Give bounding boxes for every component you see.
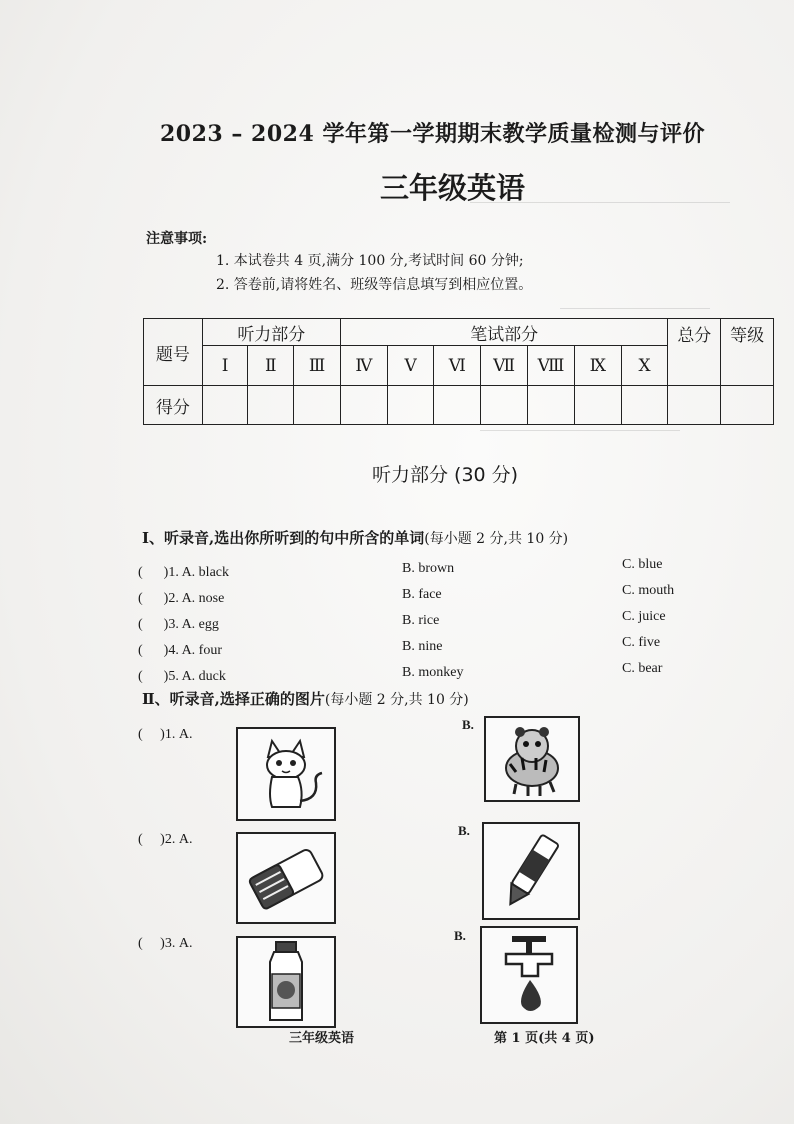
item-number: 2.	[168, 591, 179, 606]
question-1-points: (每小题 2 分,共 10 分)	[424, 531, 569, 547]
answer-blank[interactable]: ( )	[138, 591, 169, 606]
grade-cell[interactable]	[721, 386, 774, 425]
note-item: 2. 答卷前,请将姓名、班级等信息填写到相应位置。	[216, 277, 533, 293]
eraser-icon	[238, 834, 334, 922]
cat-picture[interactable]	[236, 727, 336, 821]
numeral-cell: Ⅰ	[202, 346, 248, 386]
numeral-cell: Ⅸ	[574, 346, 621, 386]
q2-item-1: ( )1. A.	[138, 727, 193, 742]
bottle-icon	[238, 938, 334, 1026]
question-2-instruction: Ⅱ、听录音,选择正确的图片	[142, 690, 325, 708]
score-cell[interactable]	[481, 386, 528, 425]
item-number: 5.	[168, 669, 179, 684]
question-1-instruction: Ⅰ、听录音,选出你所听到的句中所含的单词	[142, 529, 425, 547]
written-group-header: 笔试部分	[340, 319, 668, 346]
crayon-picture[interactable]	[482, 822, 580, 920]
tiger-icon	[486, 718, 578, 800]
exam-subtitle: 三年级英语	[380, 171, 526, 205]
score-cell[interactable]	[434, 386, 481, 425]
crayon-icon	[484, 824, 578, 918]
q1-item-5	[138, 669, 226, 685]
option-b: B. brown	[402, 561, 455, 576]
numeral-cell: Ⅱ	[248, 346, 294, 386]
grade-header: 等级	[721, 319, 774, 386]
row-label-number: 题号	[144, 319, 203, 386]
option-a: A. nose	[181, 591, 225, 606]
question-2-heading	[142, 688, 469, 709]
q1-item-4	[138, 643, 222, 659]
numeral-cell: Ⅶ	[481, 346, 528, 386]
tiger-picture[interactable]	[484, 716, 580, 802]
answer-blank[interactable]: ( )	[138, 643, 169, 658]
option-a: A. four	[181, 643, 222, 658]
score-cell[interactable]	[528, 386, 575, 425]
footer-subject: 三年级英语	[289, 1031, 355, 1046]
option-a: A. duck	[181, 669, 226, 684]
item-number: 1.	[164, 727, 176, 742]
score-cell[interactable]	[248, 386, 294, 425]
numeral-cell: Ⅴ	[387, 346, 434, 386]
option-b: B. monkey	[402, 665, 464, 680]
option-a: A. egg	[181, 617, 219, 632]
option-b: B. face	[402, 587, 442, 602]
footer-page-number: 第 1 页(共 4 页)	[494, 1031, 595, 1046]
answer-blank[interactable]: ( )	[138, 565, 169, 580]
numeral-cell: Ⅹ	[621, 346, 668, 386]
option-c: C. five	[622, 635, 661, 650]
option-c: C. bear	[622, 661, 663, 676]
option-b: B. rice	[402, 613, 440, 628]
tap-icon	[482, 928, 576, 1022]
question-1-heading	[142, 527, 568, 548]
option-b: B. nine	[402, 639, 443, 654]
total-header: 总分	[668, 319, 721, 386]
numeral-cell: Ⅲ	[294, 346, 341, 386]
bleed-through-mark	[480, 430, 680, 432]
q1-item-1	[138, 565, 229, 581]
score-cell[interactable]	[202, 386, 248, 425]
milk-bottle-picture[interactable]	[236, 936, 336, 1028]
total-score-cell[interactable]	[668, 386, 721, 425]
option-label: A.	[178, 832, 193, 847]
option-c: C. juice	[622, 609, 666, 624]
listening-group-header: 听力部分	[202, 319, 340, 346]
option-label: B.	[458, 823, 470, 838]
row-label-score: 得分	[144, 386, 203, 425]
notes-heading: 注意事项:	[146, 231, 208, 247]
option-a: A. black	[181, 565, 229, 580]
option-label: A.	[178, 936, 193, 951]
item-number: 2.	[164, 832, 176, 847]
q2-item-2: ( )2. A.	[138, 832, 193, 847]
numeral-cell: Ⅷ	[528, 346, 575, 386]
score-cell[interactable]	[574, 386, 621, 425]
note-item: 1. 本试卷共 4 页,满分 100 分,考试时间 60 分钟;	[216, 253, 524, 269]
score-cell[interactable]	[387, 386, 434, 425]
option-label: A.	[178, 727, 193, 742]
numeral-cell: Ⅵ	[434, 346, 481, 386]
item-number: 1.	[168, 565, 179, 580]
water-tap-picture[interactable]	[480, 926, 578, 1024]
numeral-cell: Ⅳ	[340, 346, 387, 386]
answer-blank[interactable]: ( )	[138, 617, 169, 632]
q1-item-3	[138, 617, 219, 633]
question-2-points: (每小题 2 分,共 10 分)	[324, 692, 469, 708]
option-c: C. blue	[622, 557, 663, 572]
item-number: 3.	[168, 617, 179, 632]
q1-item-2	[138, 591, 224, 607]
item-number: 3.	[164, 936, 176, 951]
exam-title: 2023 – 2024 学年第一学期期末教学质量检测与评价	[160, 121, 705, 147]
answer-blank[interactable]: ( )	[138, 669, 169, 684]
item-number: 4.	[168, 643, 179, 658]
eraser-picture[interactable]	[236, 832, 336, 924]
score-cell[interactable]	[340, 386, 387, 425]
q2-item-3: ( )3. A.	[138, 936, 193, 951]
option-c: C. mouth	[622, 583, 675, 598]
cat-icon	[238, 729, 334, 819]
option-label: B.	[454, 928, 466, 943]
score-cell[interactable]	[294, 386, 341, 425]
listening-section-title: 听力部分 (30 分)	[372, 464, 519, 486]
score-table	[143, 318, 774, 425]
option-label: B.	[462, 717, 474, 732]
score-cell[interactable]	[621, 386, 668, 425]
bleed-through-mark	[560, 268, 710, 309]
